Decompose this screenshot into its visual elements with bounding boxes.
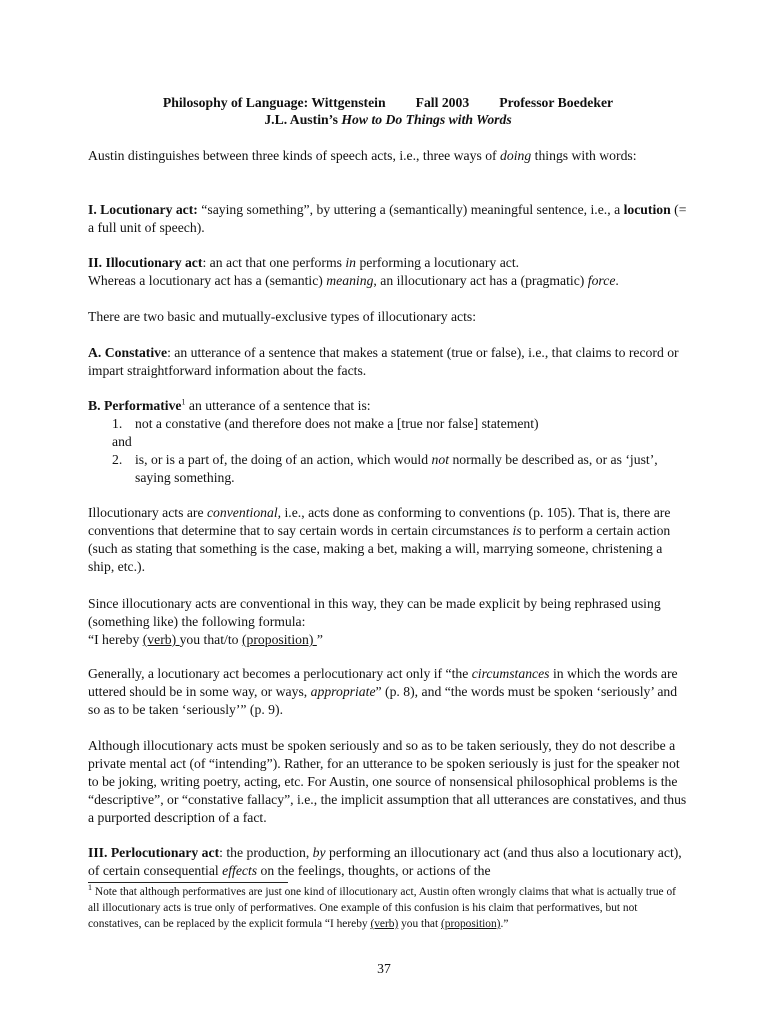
footnote-divider — [88, 882, 288, 883]
conventional-paragraph — [88, 504, 688, 576]
perlocutionary-text-end: on the feelings, thoughts, or actions of the — [257, 863, 491, 878]
document-subtitle — [88, 112, 688, 128]
by-emphasis: by — [312, 845, 326, 860]
illocutionary-paragraph — [88, 254, 688, 290]
meaning-term: meaning — [326, 273, 374, 288]
conventional-text: Illocutionary acts are — [88, 505, 207, 520]
term: Fall 2003 — [415, 95, 470, 110]
footnote-text-end: .” — [500, 918, 509, 930]
footnote-mark[interactable]: 1 — [181, 397, 186, 407]
verb-blank: (verb) — [142, 632, 180, 647]
conventional-emphasis: conventional — [206, 505, 278, 520]
generally-text-end: ” (p. 8), and “the words must be spoken ‘seriously’ and so as to be taken ‘seriously’” (p. 9). — [88, 684, 678, 717]
item-text-part: normally be described as, or as ‘just’, saying something. — [135, 452, 658, 485]
perlocutionary-heading: III. Perlocutionary act — [88, 845, 220, 860]
footnote-number: 1 — [88, 883, 92, 893]
constative-text: : an utterance of a sentence that makes a statement (true or false), i.e., that claims to record or impart straightforward information about the facts. — [88, 345, 679, 378]
item-number: 2. — [112, 452, 123, 467]
locutionary-paragraph — [88, 201, 688, 237]
types-intro: There are two basic and mutually-exclusive types of illocutionary acts: — [88, 309, 477, 324]
locution-term: locution — [623, 202, 671, 217]
proposition-blank: (proposition) — [241, 632, 317, 647]
perlocutionary-paragraph — [88, 844, 688, 880]
generally-text: Generally, a locutionary act becomes a perlocutionary act only if “the — [88, 666, 472, 681]
illocutionary-text-4: , an illocutionary act has a (pragmatic) — [373, 273, 588, 288]
footnote — [88, 884, 688, 932]
professor: Professor Boedeker — [499, 95, 614, 110]
appropriate-emphasis: appropriate — [310, 684, 376, 699]
effects-emphasis: effects — [222, 863, 258, 878]
item-text: not a constative (and therefore does not make a [true nor false] statement) — [135, 416, 539, 431]
footnote-text-2: you that — [398, 918, 441, 930]
locutionary-text-end: (= a full unit of speech). — [88, 202, 687, 235]
illocutionary-emphasis: in — [345, 255, 357, 270]
seriously-paragraph: Although illocutionary acts must be spoken seriously and so as to be taken seriously, they do not describe a private mental act (of “intending”). Rather, for an utterance to be spoken seriously is just for the speaker not to be joking, writing poetry, acting, etc. For Austin, one source of nonsensical philosophical problems is the “descriptive”, or “constative fallacy”, i.e., the implicit assumption that all utterances are constatives, and thus a purported description of a fact. — [88, 738, 687, 825]
subtitle-book: How to Do Things with Words — [341, 112, 512, 127]
generally-text-2: in which the words are uttered should be in some way, or ways, — [88, 666, 678, 699]
footnote-verb: (verb) — [370, 918, 399, 930]
item-number: 1. — [112, 416, 123, 431]
footnote-proposition: (proposition) — [440, 918, 501, 930]
illocutionary-text-3: Whereas a locutionary act has a (semantic) — [88, 273, 327, 288]
subtitle-author: J.L. Austin’s — [264, 112, 342, 127]
performative-heading: B. Performative — [88, 398, 182, 413]
footnote-text: Note that although performatives are just one kind of illocutionary act, Austin often wrongly claims that what is actually true of all illocutionary acts is true only of performatives. One example of this confusion is his claim that performatives, but not constatives, can be replaced by the explicit formula “I hereby — [88, 886, 676, 930]
is-emphasis: is — [512, 523, 522, 538]
locutionary-heading: I. Locutionary act: — [88, 202, 198, 217]
conventional-text-end: to perform a certain action (such as stating that something is the case, making a bet, making a will, marrying someone, christening a ship, etc.). — [88, 523, 671, 574]
perlocutionary-text: : the production, — [219, 845, 313, 860]
formula-text: “I hereby — [88, 632, 143, 647]
item-emphasis: not — [431, 452, 450, 467]
formula-text-end: ” — [316, 632, 323, 647]
intro-text: Austin distinguishes between three kinds of speech acts, i.e., three ways of — [88, 148, 501, 163]
performative-paragraph — [88, 397, 688, 415]
formula-paragraph — [88, 595, 688, 649]
item-text — [135, 451, 688, 487]
force-term: force — [587, 273, 616, 288]
item-text-part: is, or is a part of, the doing of an action, which would — [135, 452, 432, 467]
intro-text-end: things with words: — [531, 148, 637, 163]
and-connector: and — [112, 434, 132, 449]
formula-text-2: you that/to — [179, 632, 242, 647]
perlocutionary-text-2: performing an illocutionary act (and thus also a locutionary act), of certain consequential — [88, 845, 682, 878]
formula-intro: Since illocutionary acts are conventional in this way, they can be made explicit by being rephrased using (something like) the following formula: — [88, 596, 661, 629]
illocutionary-text-end: . — [615, 273, 619, 288]
document-header — [88, 95, 688, 111]
course-title: Philosophy of Language: Wittgenstein — [162, 95, 386, 110]
page-number: 37 — [377, 961, 391, 976]
locutionary-text: “saying something”, by uttering a (semantically) meaningful sentence, i.e., a — [197, 202, 624, 217]
illocutionary-text: : an act that one performs — [202, 255, 346, 270]
circumstances-emphasis: circumstances — [471, 666, 550, 681]
performative-text: an utterance of a sentence that is: — [185, 398, 371, 413]
generally-paragraph — [88, 665, 688, 719]
constative-heading: A. Constative — [88, 345, 168, 360]
constative-paragraph — [88, 344, 688, 380]
illocutionary-text-2: performing a locutionary act. — [356, 255, 520, 270]
conventional-text-2: , i.e., acts done as conforming to conventions (p. 105). That is, there are conventions that determine that to say certain words in certain circumstances — [88, 505, 671, 538]
performative-and — [112, 433, 688, 451]
illocutionary-heading: II. Illocutionary act — [88, 255, 203, 270]
intro-paragraph — [88, 147, 688, 165]
intro-emphasis: doing — [500, 148, 532, 163]
